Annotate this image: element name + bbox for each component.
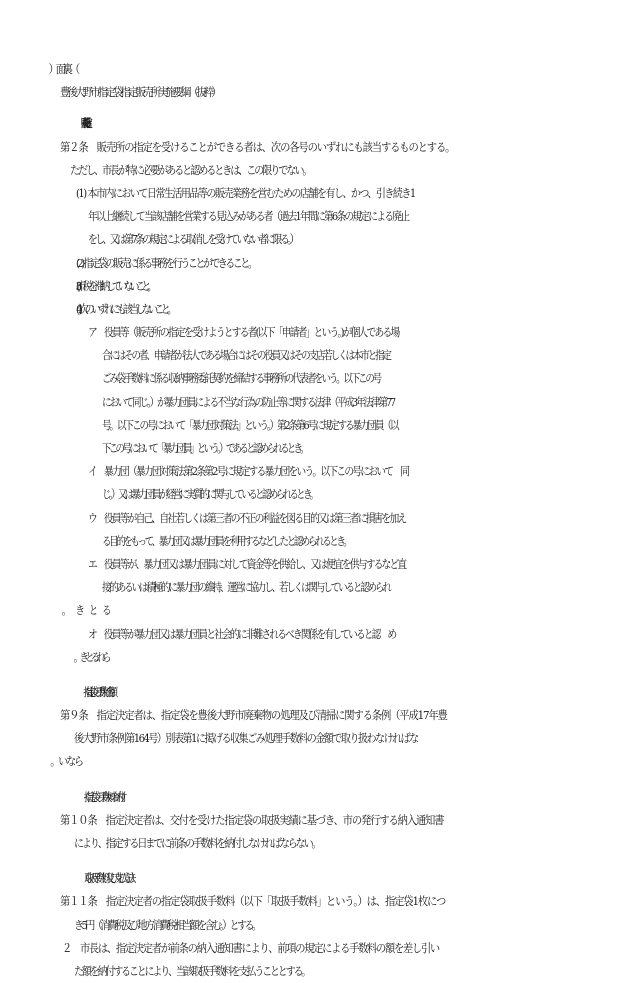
item-1-line: (1) 本市内において日常生活用品等の販売業務を営むための店舗を有し、かつ、引き続き1: [76, 185, 415, 200]
document-page: [0, 58, 630, 983]
subitem-e-line: エ 役員等が、暴力団又は暴力団員に対して資金等を供給し、又は便宜を供与するなど直: [88, 556, 406, 571]
section-caption: （指定袋の手数料金額）: [80, 684, 115, 699]
item-4-line: (4) 次のいずれにも該当しないこと。: [76, 301, 174, 316]
article-2-line: 第２条 販売所の指定を受けることができる者は、次の各号のいずれにも該当するものとする。: [60, 139, 455, 154]
article-2-line: ただし、市長が特に必要があると認めるときは、この限りでない。: [70, 162, 311, 177]
subitem-a-line: において同じ。）が暴力団員による不当な行為の防止等に関する法律（平成3年法律第77: [102, 394, 395, 409]
subitem-a-line: 号。以下この号において「暴力団対策法」という。）第2条第6号に規定する暴力団員（以: [102, 417, 398, 432]
subitem-a-line: 合にはその者、申請者が法人である場合にはその役員又はその支店若しくは本市と指定: [102, 348, 390, 363]
side-label: [70, 58, 620, 81]
subitem-a-line: 下この号において「暴力団員」という。）であると認められるとき。: [102, 441, 307, 455]
subitem-o-line: オ 役員等が暴力団又は暴力団員と社会的に非難されるべき関係を有していると認 め: [88, 626, 396, 641]
item-1-line: 年以上継続して当該店舗を営業する見込みがある者（過去1年間に第6条の規定による廃止: [88, 209, 409, 224]
item-2-line: (2) 指定袋の販売に係る事務を行うことができること。: [76, 255, 256, 270]
article-11-line: 第１１条 指定決定者の指定袋取扱手数料（以下「取扱手数料」という。）は、指定袋1枚につ: [60, 894, 446, 909]
section-caption: （指定袋の手数料の納付）: [80, 789, 125, 804]
subitem-e-line: [102, 599, 620, 622]
subitem-o-line: [102, 646, 620, 669]
article-11-line: き5円（消費税及び地方消費税相当額を含む。）とする。: [74, 917, 260, 932]
subitem-e-line: 接的あるいは積極的に暴力団の維持、運営に協力し、若しくは関与していると認められ: [102, 580, 390, 595]
article-9-line: [74, 750, 620, 773]
article-11-paragraph-2-line: ２ 市長は、指定決定者が前条の納入通知書により、前項の規定による手数料の額を差し引い: [62, 940, 439, 955]
article-9-line: 後大野市条例第164号）別表第1に掲げる収集ごみ処理手数料の金額で取り扱わなければな: [74, 731, 418, 746]
subitem-u-line: ウ 役員等が自己、自社若しくは第三者の不正の利益を図る目的又は第三者に損害を加え: [88, 510, 406, 525]
subitem-i-line: じ。）又は暴力団員が経営に実質的に関与していると認められるとき。: [102, 487, 317, 502]
item-3-line: (3) 市税を滞納していないこと。: [76, 278, 153, 293]
article-10-line: により、指定する日までに前条の手数料を納付しなければならない。: [74, 836, 320, 850]
section-caption: （取扱手数料及び支払方法）: [80, 871, 135, 886]
document-title: 豊後大野市指定袋指定販売所実施要綱（抜粋）: [60, 85, 219, 100]
article-9-line: 第９条 指定決定者は、指定袋を豊後大野市廃棄物の処理及び清掃に関する条例（平成17年豊: [60, 708, 447, 723]
subitem-a-line: ごみ袋手数料に係る収納事務委託契約を締結する事務所の代表者をいう。以下この号: [102, 371, 380, 386]
article-10-line: 第１０条 指定決定者は、交付を受けた指定袋の取扱実績に基づき、市の発行する納入通知書: [60, 812, 444, 827]
article-11-paragraph-2-line: た額を納付することにより、当該取扱手数料を支払うこととする。: [74, 963, 310, 978]
subitem-i-line: イ 暴力団（暴力団対策法第2条第2号に規定する暴力団をいう。以下この号において 同: [88, 464, 409, 479]
subitem-a-line: ア 役員等（販売所の指定を受けようとする者(以下「申請者」という。)が個人である場: [88, 325, 399, 340]
section-caption: （販売所の指定）: [80, 116, 85, 131]
subitem-u-line: る目的をもって、暴力団又は暴力団員を利用するなどしたと認められるとき。: [102, 533, 351, 548]
item-1-line: をし、又は第7条の規定による取消しを受けていない者に限る。）: [88, 232, 297, 247]
